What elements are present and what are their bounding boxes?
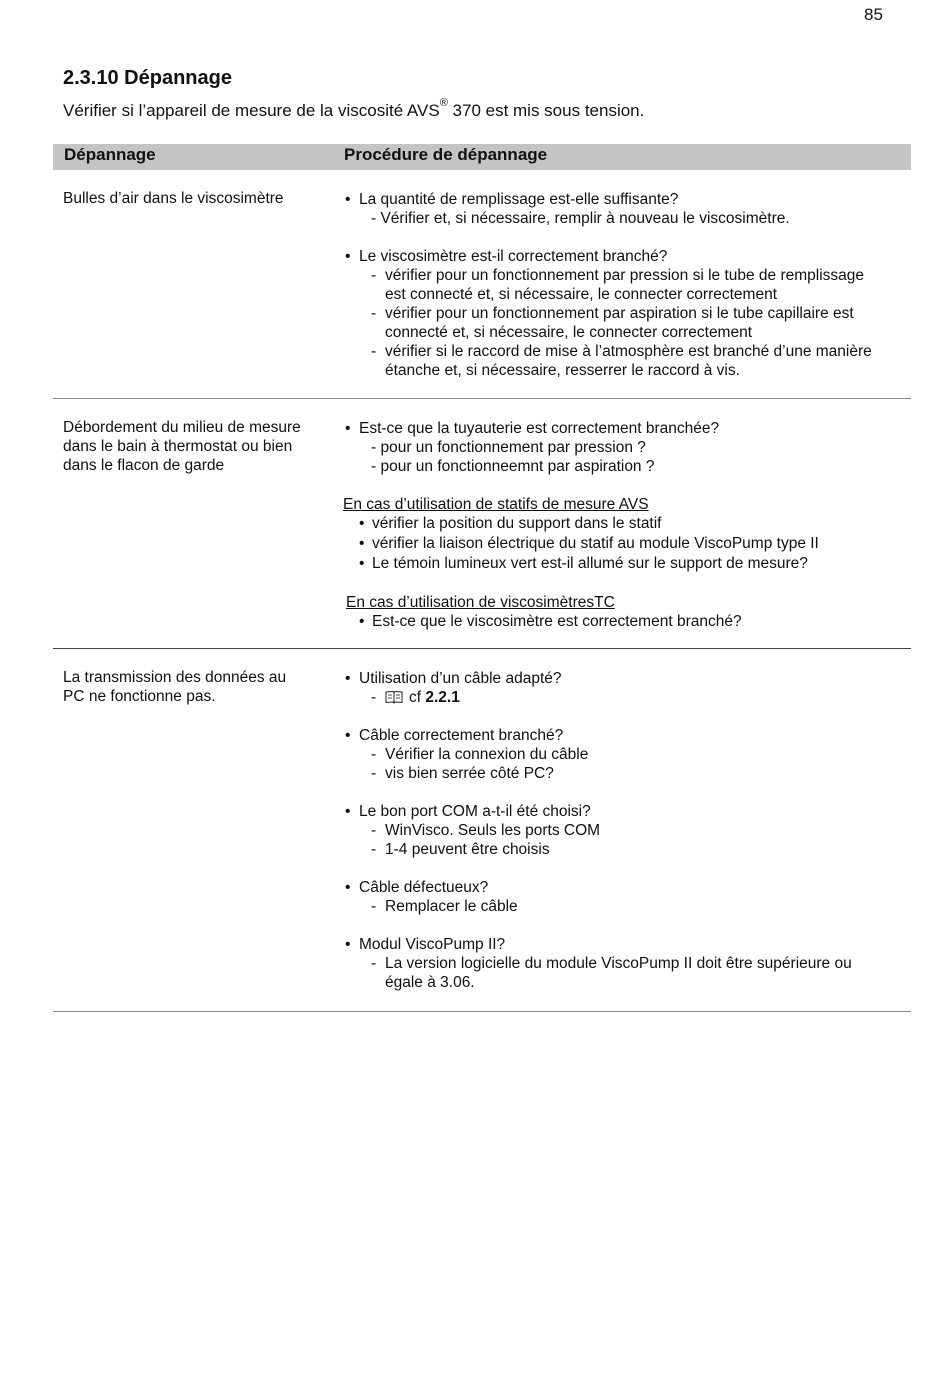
bullet-item: • vérifier la position du support dans le statif [343, 514, 908, 534]
sub-item: - vérifier pour un fonctionnement par pression si le tube de remplissage [343, 266, 908, 285]
sub-item-continued: égale à 3.06. [385, 974, 475, 991]
sub-item: - pour un fonctionnement par pression ? [371, 439, 646, 456]
row-divider [53, 1011, 911, 1012]
sub-item-continued: connecté et, si nécessaire, le connecter correctement [385, 324, 753, 341]
bullet-item: • Est-ce que la tuyauterie est correctement branchée? [343, 419, 908, 438]
problem-line: Bulles d’air dans le viscosimètre [63, 190, 284, 207]
sub-item: - Remplacer le câble [343, 897, 908, 916]
bullet-item: • Le bon port COM a-t-il été choisi? [343, 802, 908, 821]
problem-line: PC ne fonctionne pas. [63, 688, 216, 705]
bullet-item: • Le témoin lumineux vert est-il allumé sur le support de mesure? [343, 554, 908, 574]
row-divider [53, 648, 911, 649]
subheading-avs-stands: En cas d’utilisation de statifs de mesure AVS [343, 496, 649, 513]
sub-item-continued: est connecté et, si nécessaire, le connecter correctement [385, 286, 778, 303]
table-header [53, 144, 911, 170]
problem-line: La transmission des données au [63, 669, 287, 686]
problem-line: Débordement du milieu de mesure [63, 419, 301, 436]
problem-cell-data-transmission [63, 668, 323, 706]
problem-cell-overflow [63, 418, 323, 475]
section-heading: 2.3.10 Dépannage [63, 67, 232, 89]
intro-text [63, 97, 645, 121]
procedure-cell-overflow [343, 419, 908, 631]
sub-item: - 1-4 peuvent être choisis [343, 840, 908, 859]
sub-item-continued: étanche et, si nécessaire, resserrer le raccord à vis. [385, 362, 740, 379]
subheading-tc-viscometers: En cas d’utilisation de viscosimètresTC [346, 594, 615, 611]
page-number: 85 [864, 5, 883, 24]
sub-item: - vérifier si le raccord de mise à l’atmosphère est branché d’une manière [343, 342, 908, 361]
header-problem: Dépannage [64, 145, 156, 164]
sub-item: - vérifier pour un fonctionnement par aspiration si le tube capillaire est [343, 304, 908, 323]
intro-text-end: 370 est mis sous tension. [447, 101, 645, 120]
sub-item: - Vérifier et, si nécessaire, remplir à nouveau le viscosimètre. [371, 210, 790, 227]
bullet-item: • Câble correctement branché? [343, 726, 908, 745]
procedure-cell-data-transmission [343, 669, 908, 992]
book-icon [385, 690, 403, 709]
row-divider [53, 398, 911, 399]
intro-text-main: Vérifier si l’appareil de mesure de la viscosité AVS [63, 101, 440, 120]
sub-item-reference [343, 688, 908, 707]
bullet-item: • Le viscosimètre est-il correctement branché? [343, 247, 908, 266]
bullet-item: • Est-ce que le viscosimètre est correctement branché? [343, 612, 908, 631]
header-procedure: Procédure de dépannage [344, 145, 548, 164]
sub-item: - La version logicielle du module ViscoPump II doit être supérieure ou [343, 954, 908, 973]
reference-prefix: cf [409, 689, 426, 706]
bullet-item: • Câble défectueux? [343, 878, 908, 897]
sub-item: - pour un fonctionneemnt par aspiration ? [371, 458, 655, 475]
sub-item: - WinVisco. Seuls les ports COM [343, 821, 908, 840]
problem-cell-air-bubbles [63, 189, 323, 208]
bullet-item: • Utilisation d’un câble adapté? [343, 669, 908, 688]
sub-item: - Vérifier la connexion du câble [343, 745, 908, 764]
bullet-item: • Modul ViscoPump II? [343, 935, 908, 954]
reference-section: 2.2.1 [425, 689, 460, 706]
registered-mark: ® [439, 97, 448, 109]
sub-item: - vis bien serrée côté PC? [343, 764, 908, 783]
problem-line: dans le flacon de garde [63, 457, 225, 474]
problem-line: dans le bain à thermostat ou bien [63, 438, 293, 455]
bullet-item: • La quantité de remplissage est-elle suffisante? [343, 190, 908, 209]
procedure-cell-air-bubbles [343, 190, 908, 380]
bullet-item: • vérifier la liaison électrique du statif au module ViscoPump type II [343, 534, 908, 554]
